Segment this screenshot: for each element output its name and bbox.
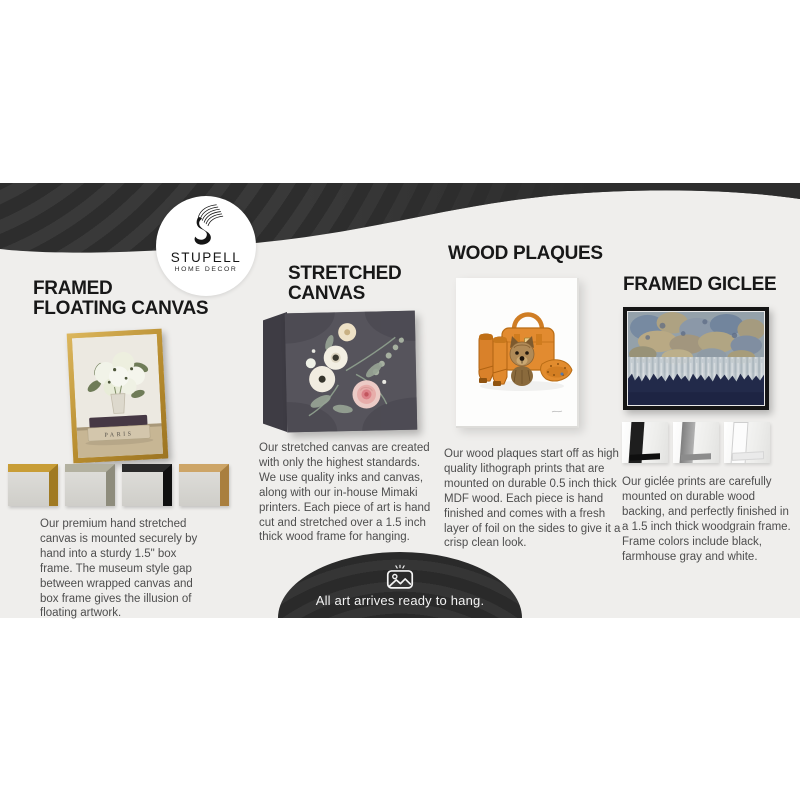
abstract-giclee-art [628, 312, 764, 405]
brand-name: STUPELL [170, 250, 242, 265]
product-image-floating-canvas [67, 329, 169, 464]
section-description: Our wood plaques start off as high quality lithograph prints that are mounted on durable 0.5 inch thick MDF wood. Each piece is hand finished and comes with a fresh layer of foil on the sides to give it a crisp clean look. [444, 448, 621, 550]
frame-sample-farmhouse-gray [673, 422, 719, 463]
frame-sample-gold [8, 464, 58, 506]
dog-and-handbag-art [456, 278, 577, 426]
book-title-text: PARIS [104, 431, 134, 439]
frame-inner-mat [627, 311, 765, 406]
title-line: FRAMED GICLEE [623, 274, 777, 295]
logo-s-swoosh-icon [187, 203, 225, 249]
section-title-framed-giclee [623, 275, 776, 295]
floral-books-art [72, 334, 163, 458]
section-description: Our stretched canvas are created with only the highest standards. We use quality inks and canvas, along with our in-house Mimaki printers. Each piece of art is hand cut and stretched over a 1.5 inch thick wood frame for hanging. [259, 442, 431, 544]
frame-sample-white [724, 422, 770, 463]
giclee-frame-color-samples [622, 422, 770, 463]
title-line: CANVAS [288, 283, 366, 304]
product-image-framed-giclee [623, 307, 769, 410]
title-line: FLOATING CANVAS [33, 298, 209, 319]
frame-foot [630, 453, 660, 461]
frame-sample-black [122, 464, 172, 506]
picture-icon [384, 564, 416, 591]
section-description: Our premium hand stretched canvas is mounted securely by hand into a sturdy 1.5" box frame. The museum style gap between wrapped canvas and box frame gives the illusion of floating artwork. [40, 518, 198, 620]
section-title-stretched-canvas [288, 264, 401, 304]
frame-sample-tan-gold [179, 464, 229, 506]
frame-sample-champagne [65, 464, 115, 506]
banner-text: All art arrives ready to hang. [315, 593, 485, 608]
canvas-side-edge [263, 312, 287, 432]
section-description: Our giclée prints are carefully mounted on durable wood backing, and perfectly finished in a 1.5 inch thick woodgrain frame. Frame colors include black, farmhouse gray and white. [622, 476, 791, 563]
title-line: WOOD PLAQUES [448, 243, 603, 264]
floating-frame-color-samples [8, 464, 230, 506]
dark-floral-art [285, 311, 417, 433]
frame-sample-black [622, 422, 668, 463]
title-line: FRAMED [33, 278, 113, 299]
frame-foot [681, 453, 711, 461]
product-image-wood-plaque [456, 278, 579, 428]
title-line: STRETCHED [288, 263, 402, 284]
section-title-wood-plaques [448, 244, 603, 264]
canvas-front-face [285, 311, 417, 433]
brand-tagline: HOME DECOR [174, 266, 238, 273]
banner-ellipse [278, 552, 522, 618]
product-image-stretched-canvas [263, 312, 416, 434]
frame-foot [732, 451, 764, 461]
section-title-framed-floating-canvas [33, 279, 208, 319]
